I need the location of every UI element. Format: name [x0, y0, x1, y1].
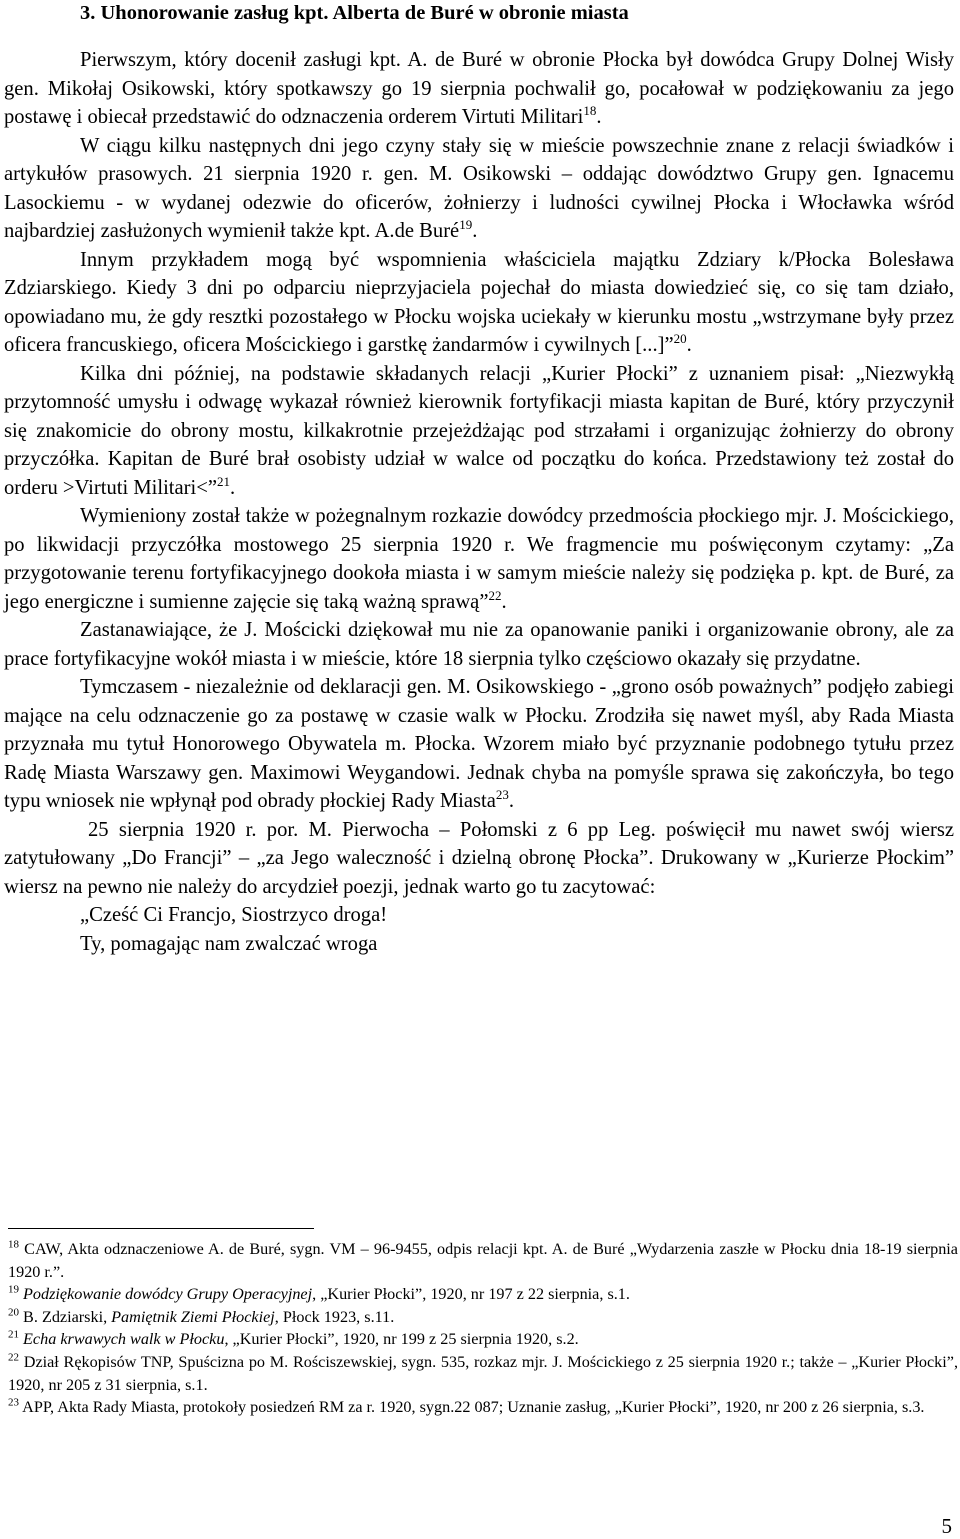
footnote-ref[interactable]: 21: [217, 473, 231, 489]
footnote: $^{23}$ APP, Akta Rady Miasta, protokoły posiedzeń RM za r. 1920, sygn.22 087; Uznanie zasług, „Kurier Płocki”, 1920, nr 200 z 26 sierpnia, s.3.: [8, 1396, 925, 1417]
footnote: $^{22}$ Dział Rękopisów TNP, Spuścizna po M. Rościszewskiej, sygn. 535, rozkaz mjr. J. Mościckiego z 25 sierpnia 1920 r.; także – „Kurier Płocki”, 1920, nr 205 z 31 sierpnia, s.1.: [8, 1351, 958, 1394]
footnote: $^{19}$ Podziękowanie dowódcy Grupy Operacyjnej, „Kurier Płocki”, 1920, nr 197 z 22 sierpnia, s.1.: [8, 1283, 630, 1304]
verse-line: Ty, pomagając nam zwalczać wroga: [80, 932, 378, 955]
footnote-ref[interactable]: 19: [459, 217, 473, 233]
footnote: $^{21}$ Echa krwawych walk w Płocku, „Kurier Płocki”, 1920, nr 199 z 25 sierpnia 1920, s.2.: [8, 1328, 579, 1349]
footnote-ref[interactable]: 20: [673, 331, 687, 347]
section-heading: 3. Uhonorowanie zasług kpt. Alberta de Buré w obronie miasta: [80, 2, 629, 24]
verse-line: „Cześć Ci Francjo, Siostrzyco droga!: [80, 904, 388, 926]
footnote-ref[interactable]: 22: [488, 587, 502, 603]
paragraph: Zastanawiające, że J. Mościcki dziękował mu nie za opanowanie paniki i organizowanie obrony, ale za prace fortyfikacyjne wokół miasta i w mieście, które 18 sierpnia tylko częściowo okazały się przydatne.: [4, 619, 954, 670]
footnote-ref[interactable]: 23: [495, 787, 509, 803]
page-number: 5: [941, 1514, 952, 1538]
body-text: [4, 46, 954, 958]
footnote-ref[interactable]: 18: [583, 103, 597, 119]
footnote: $^{20}$ B. Zdziarski, Pamiętnik Ziemi Płockiej, Płock 1923, s.11.: [8, 1306, 395, 1326]
paragraph: W ciągu kilku następnych dni jego czyny stały się w mieście powszechnie znane z relacji świadków i artykułów prasowych. 21 sierpnia 1920 r. gen. M. Osikowski – oddając dowództwo Grupy gen. Ignacemu Lasockiemu - w wydanej odezwie do oficerów, żołnierzy i ludności cywilnej Płocka i Włocławka wśród najbardziej zasłużonych wymienił także kpt. A.de Buré$^{19}$.: [4, 134, 954, 242]
paragraph: Tymczasem - niezależnie od deklaracji gen. M. Osikowskiego - „grono osób poważnych” podjęło zabiegi mające na celu odznaczenie go za postawę w czasie walk w Płocku. Zrodziła się nawet myśl, aby Rada Miasta przyznała mu tytuł Honorowego Obywatela m. Płocka. Wzorem miało być przyznanie podobnego tytułu przez Radę Miasta Warszawy gen. Maximowi Weygandowi. Jednak chyba na pomyśle sprawa się zakończyła, bo tego typu wniosek nie wpłynął pod obrady płockiej Rady Miasta$^{23}$.: [4, 676, 954, 812]
footnote-separator: [8, 1228, 314, 1229]
paragraph: Kilka dni później, na podstawie składanych relacji „Kurier Płocki” z uznaniem pisał: „Niezwykłą przytomność umysłu i odwagę wykazał również kierownik fortyfikacji miasta kapitan de Buré, który przyczynił się znakomicie do obrony mostu, kilkakrotnie przejeżdżając pod strzałami i organizując żołnierzy do obrony przyczółka. Kapitan de Buré brał osobisty udział w walce od początku do końca. Przedstawiony też został do orderu >Virtuti Militari<”$^{21}$.: [4, 362, 954, 499]
paragraph: 25 sierpnia 1920 r. por. M. Pierwocha – Połomski z 6 pp Leg. poświęcił mu nawet swój wiersz zatytułowany „Do Francji” – „za Jego waleczność i dzielną obronę Płocka”. Drukowany w „Kurierze Płockim” wiersz na pewno nie należy do arcydzieł poezji, jednak warto go tu zacytować:: [4, 818, 954, 898]
footnote: $^{18}$ CAW, Akta odznaczeniowe A. de Buré, sygn. VM – 96-9455, odpis relacji kpt. A. de Buré „Wydarzenia zaszłe w Płocku dnia 18-19 sierpnia 1920 r.”.: [8, 1238, 958, 1281]
paragraph: Wymieniony został także w pożegnalnym rozkazie dowódcy przedmościa płockiego mjr. J. Mościckiego, po likwidacji przyczółka mostowego 25 sierpnia 1920 r. We fragmencie mu poświęconym czytamy: „Za przygotowanie terenu fortyfikacyjnego dookoła miasta i w samym mieście należy się podzięka p. kpt. de Buré, za jego energiczne i sumienne zajęcie się taką ważną sprawą”$^{22}$.: [4, 505, 954, 613]
paragraph: Innym przykładem mogą być wspomnienia właściciela majątku Zdziary k/Płocka Bolesława Zdziarskiego. Kiedy 3 dni po odparciu nieprzyjaciela pojechał do miasta dowiedzieć się, co się tam działo, opowiadano mu, że gdy resztki pozostałego w Płocku wojska uciekały w kierunku mostu „wstrzymane były przez oficera francuskiego, oficera Mościckiego i garstkę żandarmów i cywilnych [...]”$^{20}$.: [4, 248, 954, 356]
footnotes: [8, 1238, 958, 1419]
paragraph: Pierwszym, który docenił zasługi kpt. A. de Buré w obronie Płocka był dowódca Grupy Dolnej Wisły gen. Mikołaj Osikowski, który spotkawszy go 19 sierpnia pochwalił go, pocałował w podziękowaniu za jego postawę i obiecał przedstawić do odznaczenia orderem Virtuti Militari$^{18}$.: [4, 49, 954, 128]
